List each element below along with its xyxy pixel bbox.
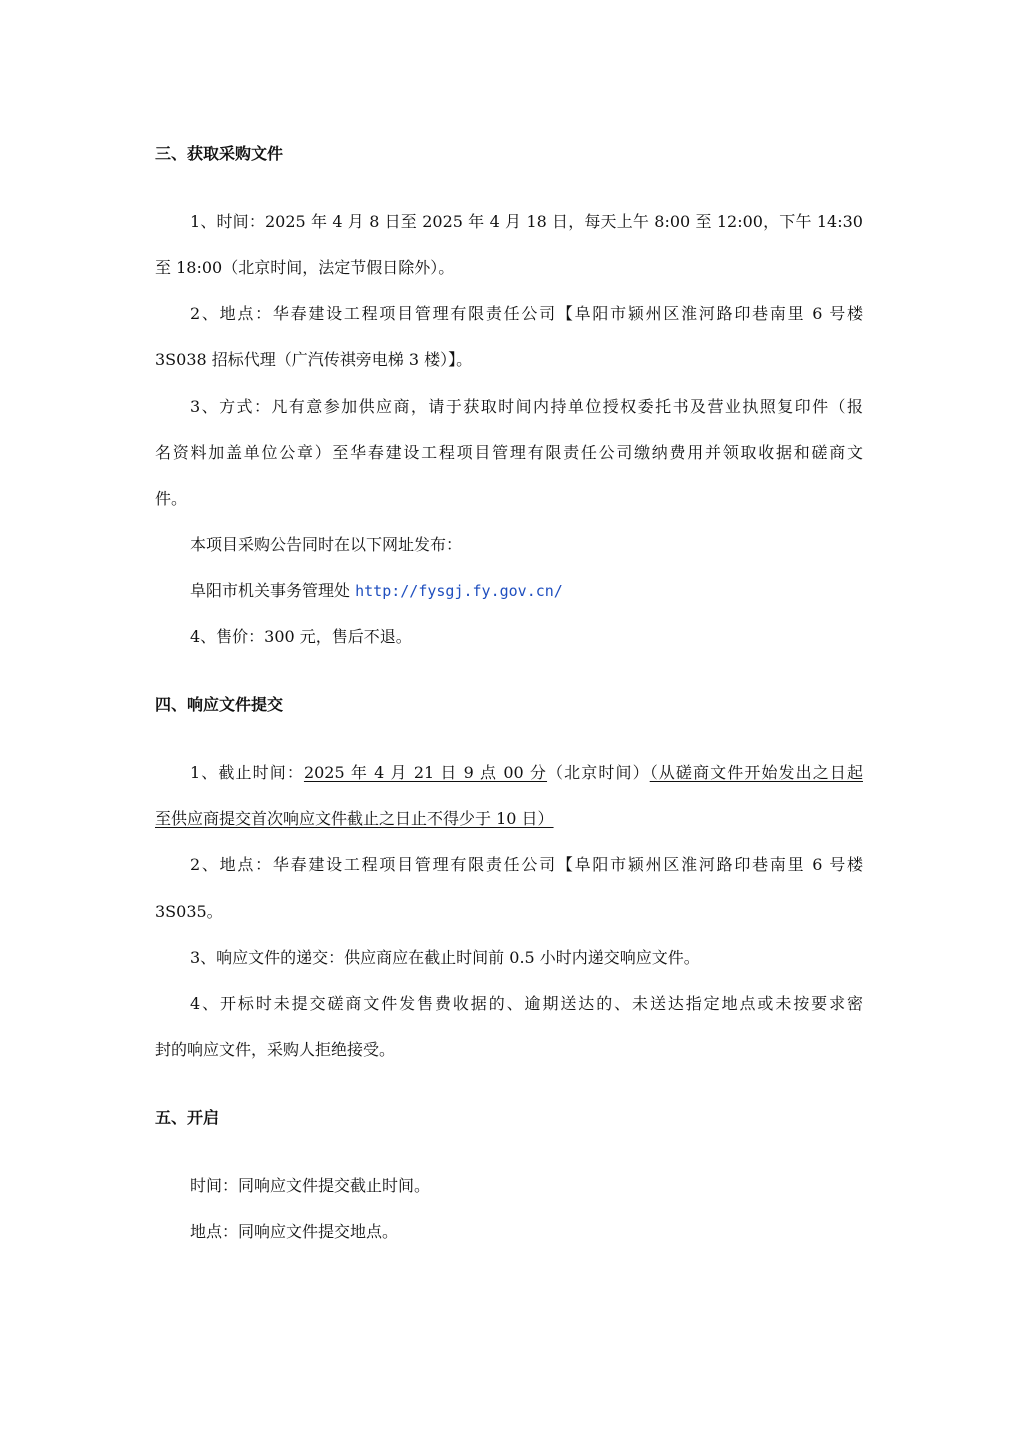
section4-deadline-line2 xyxy=(155,808,554,830)
section3-place-line2: 3S038 招标代理（广汽传祺旁电梯 3 楼）】。 xyxy=(155,350,473,369)
section4-place-line2: 3S035。 xyxy=(155,902,223,921)
section4-heading: 四、响应文件提交 xyxy=(155,695,284,714)
deadline-timezone: （北京时间） xyxy=(547,763,650,782)
section3-publish-note: 本项目采购公告同时在以下网址发布： xyxy=(190,535,463,554)
section3-place-line1: 2、地点：华春建设工程项目管理有限责任公司【阜阳市颍州区淮河路印巷南里 6 号楼 xyxy=(190,304,863,323)
section4-place-line1: 2、地点：华春建设工程项目管理有限责任公司【阜阳市颍州区淮河路印巷南里 6 号楼 xyxy=(190,855,863,874)
deadline-prefix: 1、截止时间： xyxy=(190,763,304,782)
section3-method-line3: 件。 xyxy=(155,489,188,508)
section3-time-line2: 至 18:00（北京时间，法定节假日除外）。 xyxy=(155,258,455,277)
section3-heading: 三、获取采购文件 xyxy=(155,144,284,163)
section5-place: 地点：同响应文件提交地点。 xyxy=(190,1222,399,1241)
section4-delivery: 3、响应文件的递交：供应商应在截止时间前 0.5 小时内递交响应文件。 xyxy=(190,948,700,967)
section3-time-line1: 1、时间：2025 年 4 月 8 日至 2025 年 4 月 18 日，每天上午 8:00 至 12:00，下午 14:30 xyxy=(190,212,863,231)
section4-reject-line1: 4、开标时未提交磋商文件发售费收据的、逾期送达的、未送达指定地点或未按要求密 xyxy=(190,994,863,1013)
section3-publish-line xyxy=(190,580,563,602)
section5-time: 时间：同响应文件提交截止时间。 xyxy=(190,1176,431,1195)
section3-price: 4、售价：300 元，售后不退。 xyxy=(190,627,412,646)
publish-url-link[interactable]: http://fysgj.fy.gov.cn/ xyxy=(355,582,563,600)
section3-method-line2: 名资料加盖单位公章）至华春建设工程项目管理有限责任公司缴纳费用并领取收据和磋商文 xyxy=(155,443,863,462)
deadline-date: 2025 年 4 月 21 日 9 点 00 分 xyxy=(303,763,548,782)
section3-method-line1: 3、方式：凡有意参加供应商，请于获取时间内持单位授权委托书及营业执照复印件（报 xyxy=(190,397,863,416)
publish-site-name: 阜阳市机关事务管理处 xyxy=(190,581,351,600)
deadline-note-part2: 至供应商提交首次响应文件截止之日止不得少于 10 日） xyxy=(155,809,554,828)
section4-deadline-line1 xyxy=(190,762,863,784)
section4-reject-line2: 封的响应文件，采购人拒绝接受。 xyxy=(155,1040,396,1059)
deadline-note-part1: （从磋商文件开始发出之日起 xyxy=(649,763,863,782)
section5-heading: 五、开启 xyxy=(155,1108,220,1127)
